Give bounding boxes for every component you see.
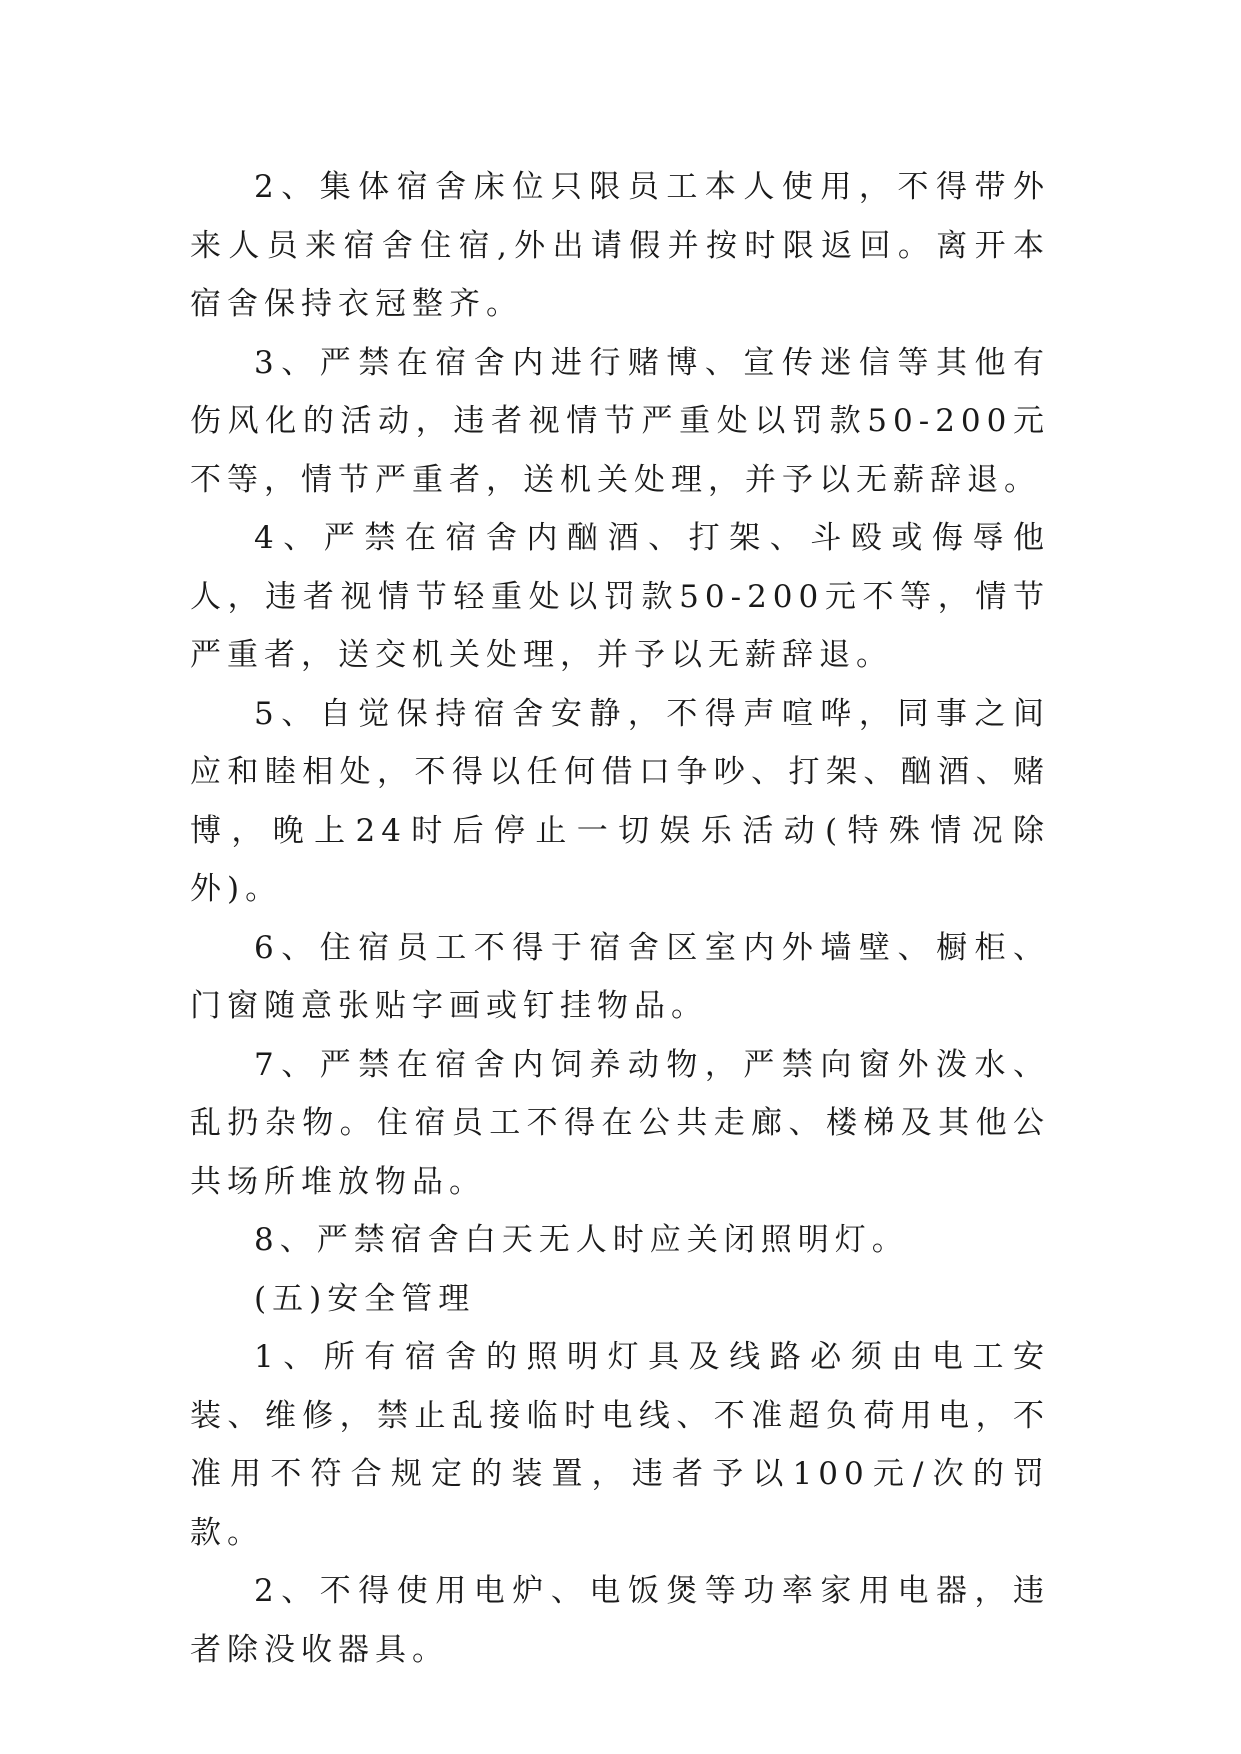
rule-paragraph-3: 3、严禁在宿舍内进行赌博、宣传迷信等其他有伤风化的活动，违者视情节严重处以罚款50-200元不等，情节严重者，送机关处理，并予以无薪辞退。 (190, 344, 1050, 498)
rule-paragraph-7: 7、严禁在宿舍内饲养动物，严禁向窗外泼水、乱扔杂物。住宿员工不得在公共走廊、楼梯及其他公共场所堆放物品。 (190, 1046, 1050, 1200)
rule-paragraph-2: 2、集体宿舍床位只限员工本人使用，不得带外来人员来宿舍住宿,外出请假并按时限返回。离开本宿舍保持衣冠整齐。 (190, 169, 1050, 322)
document-body (190, 158, 1050, 1679)
section-heading-safety: (五)安全管理 (254, 1280, 476, 1317)
rule-paragraph-6: 6、住宿员工不得于宿舍区室内外墙壁、橱柜、门窗随意张贴字画或钉挂物品。 (190, 929, 1050, 1024)
safety-paragraph-1: 1、所有宿舍的照明灯具及线路必须由电工安装、维修，禁止乱接临时电线、不准超负荷用电，不准用不符合规定的装置，违者予以100元/次的罚款。 (190, 1339, 1050, 1551)
rule-paragraph-5: 5、自觉保持宿舍安静，不得声喧哗，同事之间应和睦相处，不得以任何借口争吵、打架、酗酒、赌博，晚上24时后停止一切娱乐活动(特殊情况除外)。 (190, 695, 1050, 907)
rule-paragraph-8: 8、严禁宿舍白天无人时应关闭照明灯。 (254, 1222, 909, 1258)
rule-paragraph-4: 4、严禁在宿舍内酗酒、打架、斗殴或侮辱他人，违者视情节轻重处以罚款50-200元不等，情节严重者，送交机关处理，并予以无薪辞退。 (190, 520, 1050, 673)
safety-paragraph-2: 2、不得使用电炉、电饭煲等功率家用电器，违者除没收器具。 (190, 1573, 1050, 1668)
